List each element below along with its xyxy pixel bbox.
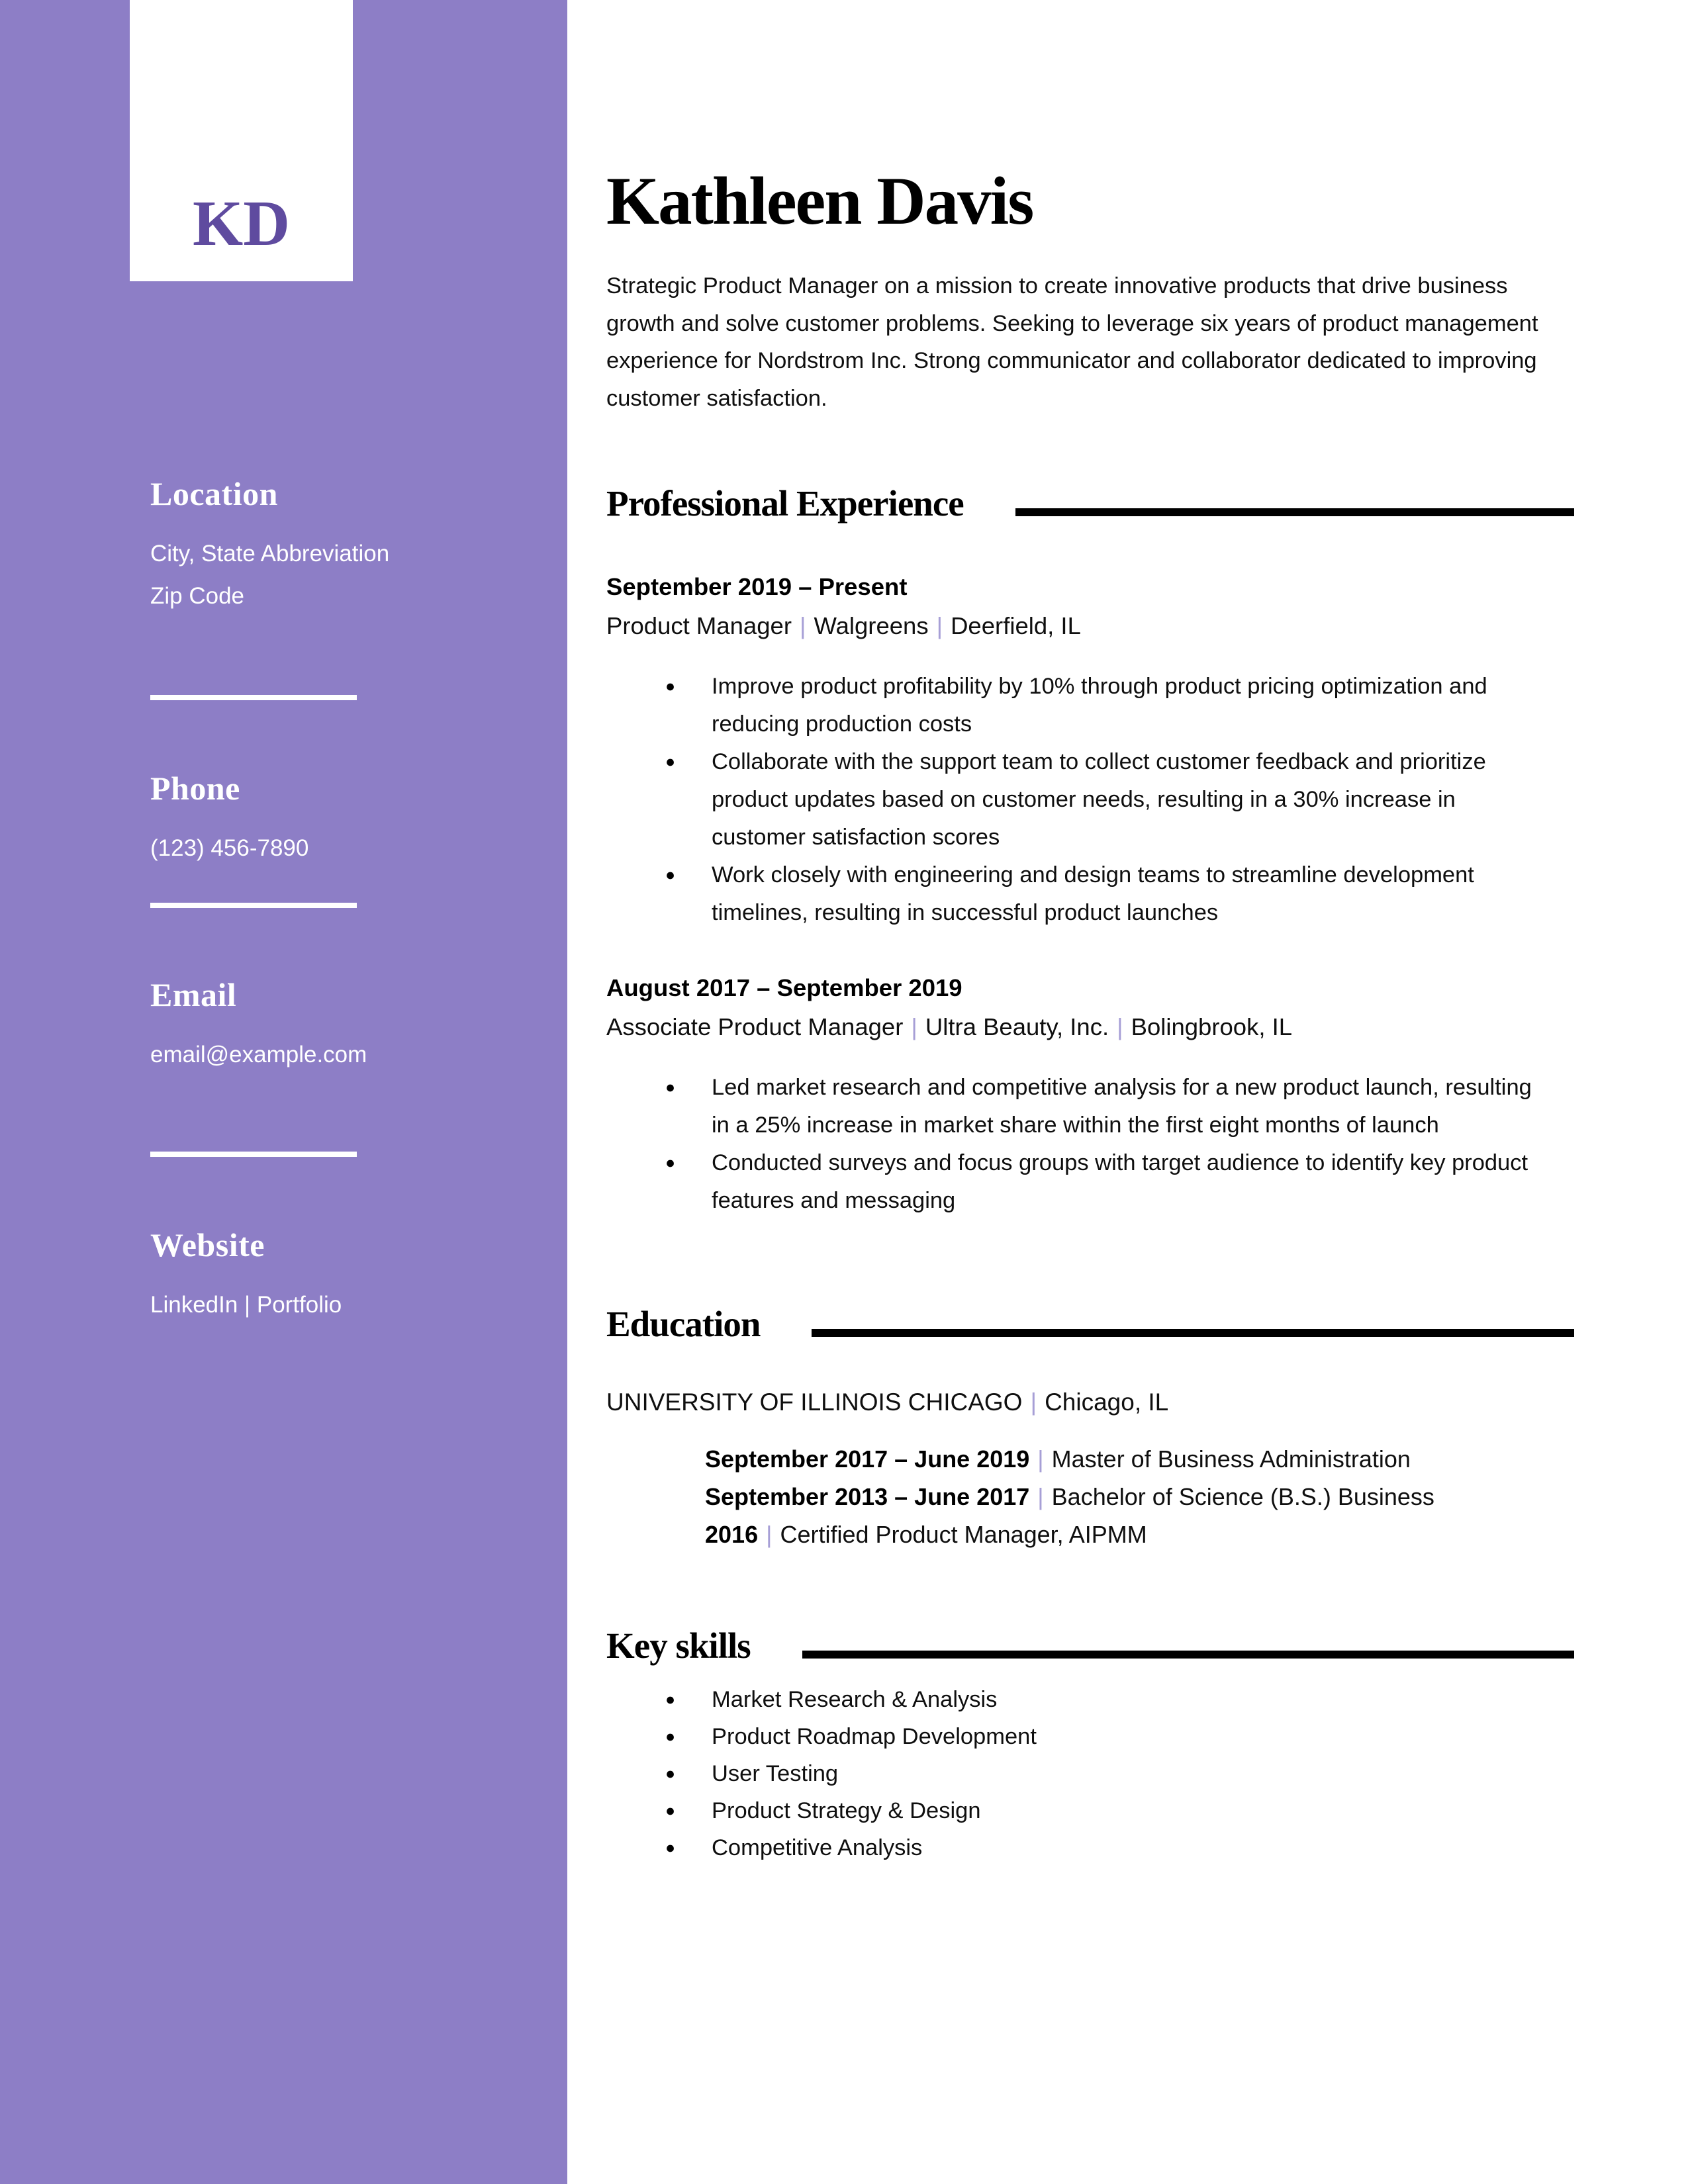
phone-value: (123) 456-7890: [150, 835, 309, 861]
job-bullet: ● Collaborate with the support team to collect customer feedback and prioritize product updates based on customer needs, resulting in a 30% increase in customer satisfaction scores: [665, 743, 1548, 856]
key-skills-title: Key skills: [606, 1625, 751, 1666]
sidebar-section-email: [150, 974, 528, 1076]
email-heading: Email: [150, 976, 237, 1013]
sidebar: [0, 0, 567, 2184]
monogram-initials: KD: [193, 188, 290, 259]
location-line-city-state: City, State Abbreviation: [150, 541, 390, 567]
education-rule: [812, 1329, 1574, 1337]
section-heading-key-skills: [606, 1625, 1574, 1666]
education-entry: [705, 1478, 1574, 1516]
skill-item: ● Market Research & Analysis: [665, 1681, 1548, 1718]
education-entry-dates: 2016: [705, 1521, 759, 1548]
website-heading: Website: [150, 1226, 265, 1263]
pipe-separator: |: [1037, 1445, 1044, 1473]
school-name: UNIVERSITY OF ILLINOIS CHICAGO: [606, 1388, 1023, 1416]
education-entry: [705, 1440, 1574, 1478]
job-role-line: [606, 610, 1574, 643]
job-bullet: ● Led market research and competitive analysis for a new product launch, resulting in a 25% increase in market share within the first eight months of launch: [665, 1069, 1548, 1144]
pipe-separator: |: [766, 1521, 773, 1548]
skills-bullet-list: [665, 1681, 1548, 1866]
key-skills-rule: [802, 1651, 1574, 1659]
job-bullet-list: [665, 1069, 1548, 1220]
email-value: email@example.com: [150, 1042, 367, 1068]
job-title: Associate Product Manager: [606, 1013, 904, 1040]
job-dates: September 2019 – Present: [606, 573, 908, 600]
education-entry-detail: Master of Business Administration: [1051, 1445, 1411, 1473]
job-bullet: ● Work closely with engineering and design teams to streamline development timelines, resulting in successful product launches: [665, 856, 1548, 932]
skill-item: ● Competitive Analysis: [665, 1829, 1548, 1866]
section-heading-professional-experience: [606, 483, 1574, 524]
location-line-zip: Zip Code: [150, 583, 245, 609]
monogram-box: [130, 0, 353, 281]
professional-experience-rule: [1015, 508, 1574, 516]
job-entry-walgreens: [606, 570, 1574, 932]
sidebar-section-phone: [150, 768, 528, 870]
job-bullet: ● Improve product profitability by 10% through product pricing optimization and reducing production costs: [665, 668, 1548, 743]
education-entry-dates: September 2017 – June 2019: [705, 1445, 1030, 1473]
education-title: Education: [606, 1304, 761, 1344]
job-company: Ultra Beauty, Inc.: [925, 1013, 1109, 1040]
phone-heading: Phone: [150, 770, 240, 807]
education-entry-detail: Certified Product Manager, AIPMM: [780, 1521, 1147, 1548]
professional-experience-title: Professional Experience: [606, 483, 964, 523]
sidebar-divider-1: [150, 695, 357, 700]
location-value: [150, 533, 528, 617]
summary-paragraph: Strategic Product Manager on a mission to create innovative products that drive business growth and solve customer problems. Seeking to leverage six years of product management experience for Nordstrom Inc. Strong communicator and collaborator dedicated to improving customer satisfaction.: [606, 273, 1538, 411]
pipe-separator: |: [1117, 1013, 1123, 1040]
job-bullet: ● Conducted surveys and focus groups with target audience to identify key product features and messaging: [665, 1144, 1548, 1220]
pipe-separator: |: [800, 612, 806, 639]
pipe-separator: |: [1037, 1483, 1044, 1510]
education-entry-detail: Bachelor of Science (B.S.) Business: [1051, 1483, 1434, 1510]
skill-item: ● Product Roadmap Development: [665, 1718, 1548, 1755]
sidebar-divider-2: [150, 903, 357, 908]
sidebar-section-website: [150, 1224, 528, 1326]
job-company: Walgreens: [814, 612, 929, 639]
section-heading-education: [606, 1304, 1574, 1345]
skills-list-wrap: [606, 1681, 1574, 1866]
job-dates: August 2017 – September 2019: [606, 974, 962, 1001]
sidebar-section-location: [150, 473, 528, 617]
job-location: Deerfield, IL: [951, 612, 1081, 639]
job-location: Bolingbrook, IL: [1131, 1013, 1293, 1040]
website-value: LinkedIn | Portfolio: [150, 1292, 342, 1318]
job-role-line: [606, 1011, 1574, 1044]
job-title: Product Manager: [606, 612, 792, 639]
education-entry-dates: September 2013 – June 2017: [705, 1483, 1030, 1510]
pipe-separator: |: [936, 612, 943, 639]
job-entry-ultra-beauty: [606, 972, 1574, 1220]
job-bullet-list: [665, 668, 1548, 932]
pipe-separator: |: [1030, 1388, 1037, 1416]
school-location: Chicago, IL: [1045, 1388, 1169, 1416]
education-entry: [705, 1516, 1574, 1553]
location-heading: Location: [150, 475, 278, 512]
education-entry-list: [705, 1440, 1574, 1553]
education-school-line: [606, 1386, 1168, 1419]
sidebar-divider-3: [150, 1152, 357, 1157]
pipe-separator: |: [911, 1013, 917, 1040]
skill-item: ● User Testing: [665, 1755, 1548, 1792]
candidate-name: Kathleen Davis: [606, 163, 1033, 239]
skill-item: ● Product Strategy & Design: [665, 1792, 1548, 1829]
